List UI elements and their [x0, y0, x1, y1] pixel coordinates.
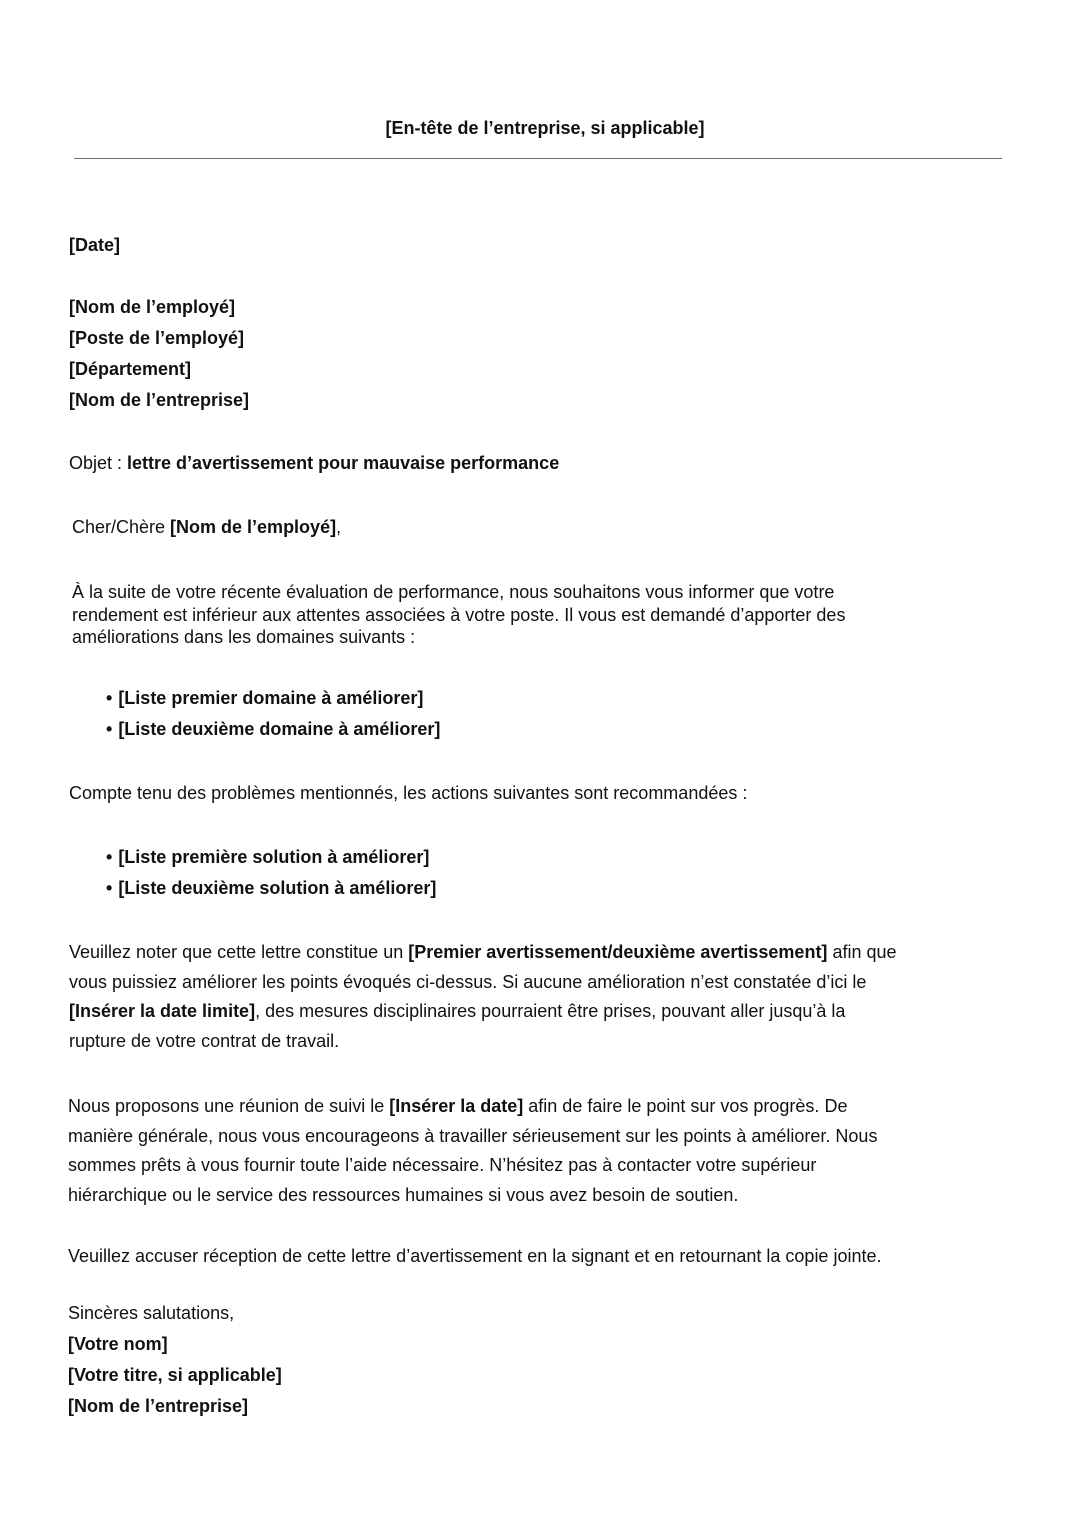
letter-date: [Date] [69, 235, 121, 255]
followup-line: manière générale, nous vous encourageons à travailler sérieusement sur les points à améliorer. Nous [68, 1125, 878, 1146]
list-item [106, 842, 436, 873]
warning-line [69, 997, 897, 1027]
followup-text: Nous proposons une réunion de suivi le [68, 1096, 390, 1116]
bullet-icon: • [106, 688, 113, 708]
closing-block [68, 1298, 282, 1422]
followup-line: hiérarchique ou le service des ressources humaines si vous avez besoin de soutien. [68, 1184, 739, 1205]
letterhead-title: [En-tête de l’entreprise, si applicable] [385, 118, 705, 138]
salutation [72, 517, 341, 538]
warning-line [69, 938, 897, 968]
bullet-icon: • [106, 719, 113, 739]
recipient-department: [Département] [69, 359, 192, 379]
recipient-block [69, 292, 249, 416]
bullet-icon: • [106, 847, 113, 867]
actions-intro: Compte tenu des problèmes mentionnés, les actions suivantes sont recommandées : [69, 783, 748, 803]
followup-text: afin de faire le point sur vos progrès. De [523, 1096, 848, 1116]
header-divider [74, 158, 1002, 159]
warning-text: Veuillez noter que cette lettre constitue un [69, 942, 409, 962]
subject-line [69, 453, 559, 474]
list-item [106, 714, 440, 745]
warning-line: vous puissiez améliorer les points évoqués ci-dessus. Si aucune amélioration n’est constatée d’ici le [69, 971, 867, 992]
intro-paragraph [72, 581, 845, 649]
recipient-name: [Nom de l’employé] [69, 297, 236, 317]
followup-line: sommes prêts à vous fournir toute l’aide nécessaire. N’hésitez pas à contacter votre supérieur [68, 1155, 817, 1175]
list-item [106, 683, 440, 714]
area-item-text: [Liste premier domaine à améliorer] [118, 688, 424, 708]
signer-title: [Votre titre, si applicable] [68, 1365, 282, 1385]
warning-text: , des mesures disciplinaires pourraient être prises, pouvant aller jusqu’à la [255, 1001, 846, 1021]
followup-paragraph [68, 1092, 877, 1210]
bullet-icon: • [106, 878, 113, 898]
intro-line: À la suite de votre récente évaluation de performance, nous souhaitons vous informer que votre [72, 582, 835, 602]
area-item-text: [Liste deuxième domaine à améliorer] [118, 719, 441, 739]
subject-text: lettre d’avertissement pour mauvaise performance [127, 453, 560, 473]
salutation-prefix: Cher/Chère [72, 517, 171, 537]
intro-line: améliorations dans les domaines suivants : [72, 627, 416, 647]
recipient-position: [Poste de l’employé] [69, 328, 245, 348]
closing-greeting: Sincères salutations, [68, 1303, 235, 1323]
meeting-date-placeholder: [Insérer la date] [389, 1096, 524, 1116]
solution-item-text: [Liste deuxième solution à améliorer] [118, 878, 437, 898]
deadline-placeholder: [Insérer la date limite] [69, 1001, 256, 1021]
signer-company: [Nom de l’entreprise] [68, 1396, 249, 1416]
intro-line: rendement est inférieur aux attentes associées à votre poste. Il vous est demandé d’apporter des [72, 604, 846, 625]
signer-name: [Votre nom] [68, 1334, 168, 1354]
warning-paragraph [69, 938, 897, 1056]
acknowledge-paragraph: Veuillez accuser réception de cette lettre d’avertissement en la signant et en retournant la copie jointe. [68, 1246, 882, 1266]
warning-level: [Premier avertissement/deuxième avertissement] [408, 942, 828, 962]
solution-item-text: [Liste première solution à améliorer] [118, 847, 430, 867]
salutation-name: [Nom de l’employé] [170, 517, 337, 537]
salutation-suffix: , [336, 517, 342, 537]
recipient-company: [Nom de l’entreprise] [69, 390, 250, 410]
list-item [106, 873, 436, 904]
warning-line: rupture de votre contrat de travail. [69, 1030, 340, 1051]
subject-label: Objet : [69, 453, 128, 473]
solutions-list [106, 842, 436, 904]
followup-line [68, 1092, 877, 1122]
warning-text: afin que [827, 942, 897, 962]
areas-list [106, 683, 440, 745]
